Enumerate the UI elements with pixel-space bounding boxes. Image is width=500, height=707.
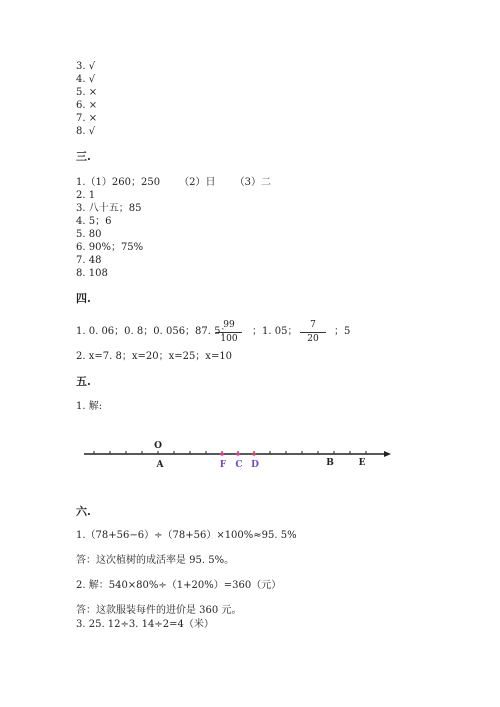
- answer-line: ；1. 05；: [252, 326, 298, 337]
- section-heading: 六.: [76, 505, 91, 518]
- answer-line: 6. 90%；75%: [76, 242, 144, 253]
- answer-line: 8. √: [76, 126, 96, 137]
- origin-label: O: [154, 441, 162, 451]
- fraction: [216, 320, 242, 345]
- section-heading: 三.: [76, 150, 91, 163]
- answer-line: 5. 80: [76, 229, 102, 240]
- answer-line: 3. 25. 12÷3. 14÷2=4（米）: [76, 619, 214, 630]
- answer-line: 3. √: [76, 61, 96, 72]
- arrow-head-icon: [384, 451, 391, 457]
- fraction: [300, 320, 326, 345]
- answer-line: 1.（78+56−6）÷（78+56）×100%≈95. 5%: [76, 530, 297, 541]
- answer-line: 2. 1: [76, 190, 96, 201]
- answer-line: 答：这次植树的成活率是 95. 5%。: [76, 555, 235, 566]
- answer-line: 7. 48: [76, 255, 102, 266]
- answer-line: 5. ×: [76, 87, 98, 98]
- answer-line: 6. ×: [76, 100, 98, 111]
- section-heading: 五.: [76, 375, 91, 388]
- section-heading: 四.: [76, 292, 91, 305]
- answer-line: 4. √: [76, 74, 96, 85]
- answer-line: ；5: [334, 326, 351, 337]
- point-label-b: B: [326, 458, 334, 468]
- answer-line: 8. 108: [76, 268, 108, 279]
- fraction-numerator: 99: [223, 320, 235, 330]
- fraction-denominator: 20: [307, 334, 319, 344]
- point-label-c: C: [235, 460, 243, 470]
- fraction-numerator: 7: [310, 320, 316, 330]
- point-label-d: D: [251, 460, 259, 470]
- answer-line: 3. 八十五；85: [76, 203, 142, 214]
- answer-line: 1.（1）260；250 （2）日 （3）二: [76, 177, 271, 188]
- point-label-a: A: [156, 460, 164, 470]
- point-label-f: F: [219, 460, 227, 470]
- answer-line: 2. 解：540×80%÷（1+20%）=360（元）: [76, 580, 282, 591]
- answer-line: 2. x=7. 8；x=20；x=25；x=10: [76, 351, 233, 362]
- number-line: [80, 436, 400, 476]
- answer-line: 1. 0. 06；0. 8；0. 056；87. 5；: [76, 326, 231, 337]
- marker-dot: [220, 452, 224, 456]
- answer-line: 1. 解:: [76, 401, 103, 412]
- fraction-denominator: 100: [220, 334, 238, 344]
- fraction-bar: [300, 332, 326, 333]
- marker-dot: [236, 452, 240, 456]
- answer-line: 4. 5；6: [76, 216, 112, 227]
- marker-dot: [252, 452, 256, 456]
- point-label-e: E: [358, 458, 366, 468]
- fraction-bar: [216, 332, 242, 333]
- answer-line: 答：这款服装每件的进价是 360 元。: [76, 605, 242, 616]
- answer-line: 7. ×: [76, 113, 98, 124]
